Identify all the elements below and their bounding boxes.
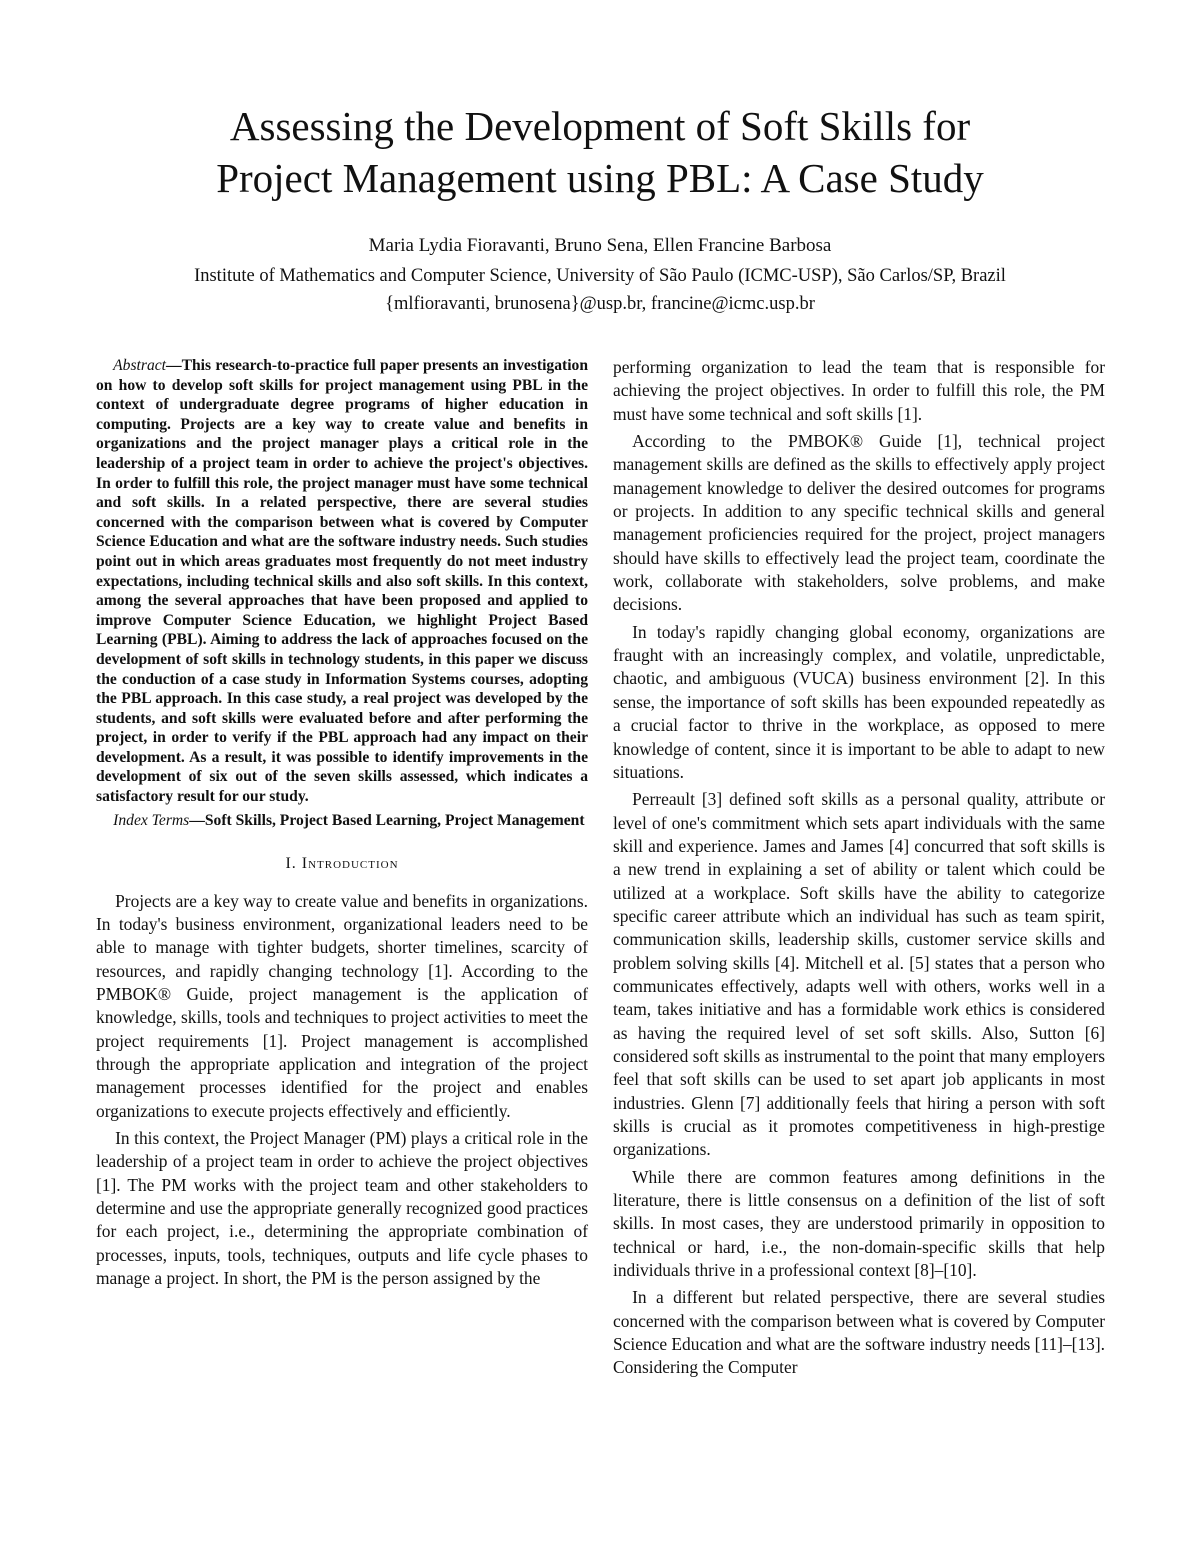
left-column [96,356,588,1290]
title-line-1: Assessing the Development of Soft Skills for [229,103,971,149]
abstract-text: —This research-to-practice full paper presents an investigation on how to develop soft skills for project management using PBL in the context of undergraduate degree programs of higher education in computing. Projects are a key way to create value and benefits in organizations and the project manager plays a critical role in the leadership of a project team in order to achieve the project's objectives. In order to fulfill this role, the project manager must have some technical and soft skills. In a related perspective, there are several studies concerned with the comparison between what is covered by Computer Science Education and what are the software industry needs. Such studies point out in which areas graduates most frequently do not meet industry expectations, including technical skills and also soft skills. In this context, among the several approaches that have been proposed and applied to improve Computer Science Education, we highlight Project Based Learning (PBL). Aiming to address the lack of approaches focused on the development of soft skills in technology students, in this paper we discuss the conduction of a case study in Information Systems courses, adopting the PBL approach. In this case study, a real project was developed by the students, and soft skills were evaluated before and after performing the project, in order to verify if the PBL approach had any impact on their development. As a result, it was possible to identify improvements in the development of six out of the seven skills assessed, which indicates a satisfactory result for our study. [96,357,588,806]
right-paragraph-0: performing organization to lead the team that is responsible for achieving the project objectives. In order to fulfill this role, the PM must have some technical and soft skills [1]. [613,357,1105,424]
index-terms-label: Index Terms [113,811,190,829]
author-names: Maria Lydia Fioravanti, Bruno Sena, Ellen Francine Barbosa [368,235,832,256]
right-paragraph-1: According to the PMBOK® Guide [1], technical project management skills are defined as the skills to effectively apply project management knowledge to deliver the desired outcomes for programs or projects. In addition to any specific technical skills and general management proficiencies required for the project, project managers should have skills to effectively lead the project team, coordinate the work, collaborate with stakeholders, solve problems, and make decisions. [613,431,1105,615]
section-heading-introduction: I. Introduction [285,855,399,873]
intro-paragraph-2: In this context, the Project Manager (PM) plays a critical role in the leadership of a project team in order to achieve the project objectives [1]. The PM works with the project team and other stakeholders to determine and use the appropriate generally recognized good practices for each project, i.e., determining the appropriate combination of processes, inputs, tools, techniques, outputs and life cycle phases to manage a project. In short, the PM is the person assigned by the [96,1128,588,1289]
right-paragraph-5: In a different but related perspective, there are several studies concerned with the comparison between what is covered by Computer Science Education and what are the software industry needs [11]–[13]. Considering the Computer [613,1287,1105,1378]
title-line-2: Project Management using PBL: A Case Study [216,155,984,201]
paper-title [60,100,1140,204]
index-terms [96,811,588,831]
right-paragraph-3: Perreault [3] defined soft skills as a personal quality, attribute or level of one's commitment which sets apart individuals with the same skill and experience. James and James [4] concurred that soft skills is a new trend in explaining a set of ability or talent which could be utilized at a workplace. Soft skills have the ability to categorize specific career attribute which an individual has such as team spirit, communication skills, leadership skills, customer service skills and problem solving skills [4]. Mitchell et al. [5] states that a person who communicates effectively, adapts well with others, works well in a team, takes initiative and has a formidable work ethics is considered as having the required level of set soft skills. Also, Sutton [6] considered soft skills as instrumental to the point that many employers feel that soft skills can be used to set apart job applicants in most industries. Glenn [7] additionally feels that hiring a person with soft skills is crucial as it promotes competitiveness in high-prestige organizations. [613,789,1105,1160]
abstract-label: Abstract [113,357,166,374]
author-emails: {mlfioravanti, brunosena}@usp.br, francine@icmc.usp.br [385,294,815,314]
intro-paragraph-1: Projects are a key way to create value and benefits in organizations. In today's business environment, organizational leaders need to be able to manage with tighter budgets, shorter timelines, scarcity of resources, and rapidly changing technology [1]. According to the PMBOK® Guide, project management is the application of knowledge, skills, tools and techniques to project activities to meet the project requirements [1]. Project management is accomplished through the appropriate application and integration of the project management processes identified for the project and enables organizations to execute projects effectively and efficiently. [96,890,588,1121]
index-terms-text: —Soft Skills, Project Based Learning, Project Management [189,811,585,829]
abstract-paragraph [96,356,588,807]
author-block [60,232,1140,318]
right-paragraph-2: In today's rapidly changing global economy, organizations are fraught with an increasingly complex, and volatile, unpredictable, chaotic, and ambiguous (VUCA) business environment [2]. In this sense, the importance of soft skills has been expounded repeatedly as a crucial factor to thrive in the workplace, as opposed to mere knowledge of content, since it is important to be able to adapt to new situations. [613,621,1105,782]
abstract [96,356,588,830]
affiliation: Institute of Mathematics and Computer Science, University of São Paulo (ICMC-USP), São Carlos/SP, Brazil [194,266,1006,286]
right-paragraph-4: While there are common features among definitions in the literature, there is little consensus on a definition of the list of soft skills. In most cases, they are understood primarily in opposition to technical or hard, i.e., the non-domain-specific skills that help individuals thrive in a professional context [8]–[10]. [613,1166,1105,1281]
right-column [613,356,1105,1380]
